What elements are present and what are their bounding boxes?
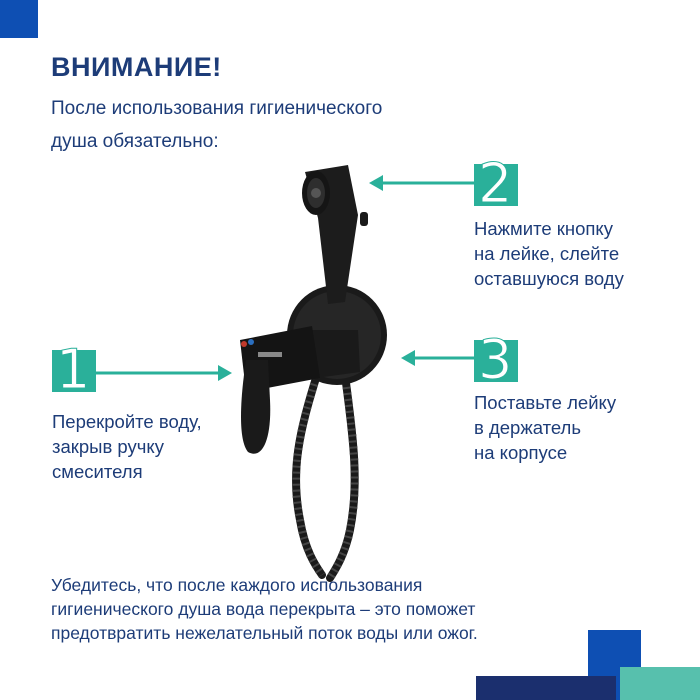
page-subtitle	[51, 92, 471, 158]
step-number-1: 1	[56, 338, 91, 401]
step-2-line-2: на лейке, слейте	[474, 243, 620, 264]
footer-line-2: гигиенического душа вода перекрыта – это поможет	[51, 599, 476, 619]
step-3-text	[474, 390, 616, 465]
footer-line-3: предотвратить нежелательный поток воды или ожог.	[51, 623, 478, 643]
step-number-2-badge	[474, 152, 518, 215]
step-3-line-1: Поставьте лейку	[474, 392, 617, 413]
step-2-line-1: Нажмите кнопку	[474, 218, 613, 239]
step-number-3: 3	[478, 328, 513, 391]
step-2-line-3: оставшуюся воду	[474, 268, 624, 289]
step-number-3-badge	[474, 328, 518, 391]
subtitle-line-2: душа обязательно:	[51, 131, 219, 152]
step-3-line-2: в держатель	[474, 417, 581, 438]
step-3-line-3: на корпусе	[474, 442, 568, 463]
arrow-left-icon	[401, 347, 477, 369]
step-1-line-3: смесителя	[52, 461, 143, 482]
step-2-text	[474, 216, 624, 291]
footer-line-1: Убедитесь, что после каждого использования	[51, 575, 423, 595]
subtitle-line-1: После использования гигиенического	[51, 98, 383, 119]
step-number-1-badge	[52, 338, 96, 401]
arrow-right-icon	[94, 362, 234, 384]
page-title: ВНИМАНИЕ!	[51, 52, 222, 82]
step-1-text	[52, 409, 202, 484]
arrow-left-icon	[369, 172, 477, 194]
corner-decoration-navy	[476, 676, 616, 700]
footer-note	[51, 573, 571, 645]
step-1-line-2: закрыв ручку	[52, 436, 164, 457]
corner-decoration-teal	[620, 667, 700, 700]
corner-decoration-top-left	[0, 0, 38, 38]
shower-faucet-illustration	[225, 160, 395, 590]
step-number-2: 2	[478, 152, 513, 215]
step-1-line-1: Перекройте воду,	[52, 411, 202, 432]
